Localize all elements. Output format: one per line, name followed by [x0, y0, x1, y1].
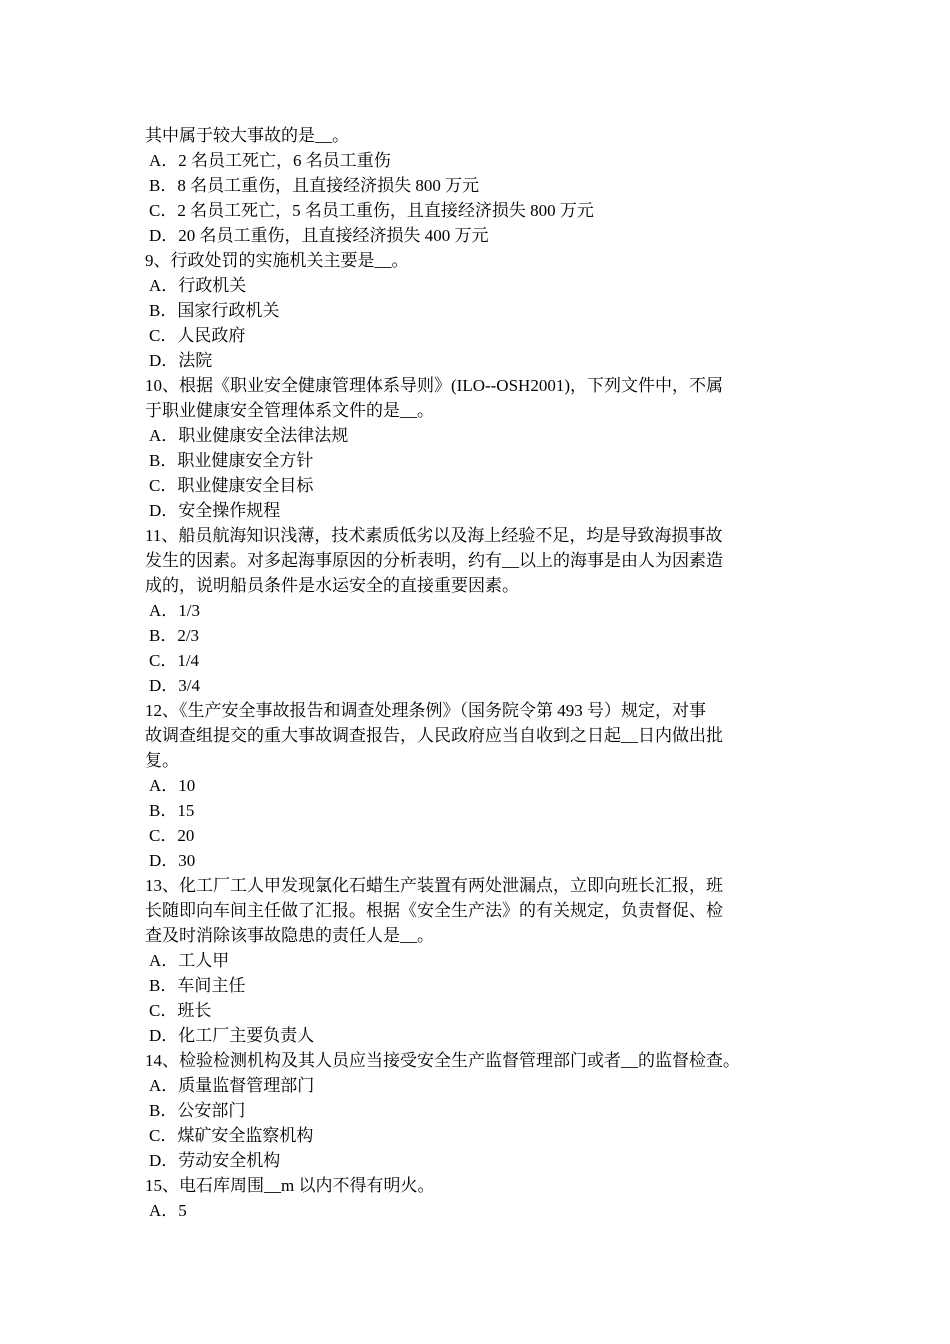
- question-text-line: 14、检验检测机构及其人员应当接受安全生产监督管理部门或者__的监督检查。: [145, 1051, 740, 1070]
- question-text-line: 故调查组提交的重大事故调查报告，人民政府应当自收到之日起__日内做出批: [145, 726, 723, 745]
- answer-option-line: C．20: [149, 826, 195, 845]
- answer-option-line: C．煤矿安全监察机构: [149, 1126, 314, 1145]
- answer-option-line: C．1/4: [149, 651, 200, 670]
- answer-option-line: B．2/3: [149, 626, 200, 645]
- answer-option-line: B．车间主任: [149, 976, 246, 995]
- question-text-line: 发生的因素。对多起海事原因的分析表明，约有__以上的海事是由人为因素造: [145, 551, 723, 570]
- answer-option-line: D．法院: [149, 351, 213, 370]
- answer-option-line: A．1/3: [149, 601, 200, 620]
- question-text-line: 13、化工厂工人甲发现氯化石蜡生产装置有两处泄漏点，立即向班长汇报，班: [145, 876, 723, 895]
- question-text-line: 其中属于较大事故的是__。: [145, 126, 349, 145]
- answer-option-line: B．国家行政机关: [149, 301, 280, 320]
- answer-option-line: C．2 名员工死亡，5 名员工重伤，且直接经济损失 800 万元: [149, 201, 594, 220]
- answer-option-line: C．人民政府: [149, 326, 246, 345]
- question-text-line: 15、电石库周围__m 以内不得有明火。: [145, 1176, 435, 1195]
- question-text-line: 10、根据《职业安全健康管理体系导则》(ILO--OSH2001)，下列文件中，不属: [145, 376, 723, 395]
- question-text-line: 9、行政处罚的实施机关主要是__。: [145, 251, 409, 270]
- answer-option-line: D．安全操作规程: [149, 501, 281, 520]
- question-text-line: 查及时消除该事故隐患的责任人是__。: [145, 926, 434, 945]
- answer-option-line: D．劳动安全机构: [149, 1151, 281, 1170]
- answer-option-line: D．20 名员工重伤，且直接经济损失 400 万元: [149, 226, 489, 245]
- answer-option-line: B．公安部门: [149, 1101, 246, 1120]
- answer-option-line: D．30: [149, 851, 196, 870]
- answer-option-line: A．职业健康安全法律法规: [149, 426, 349, 445]
- answer-option-line: A．质量监督管理部门: [149, 1076, 315, 1095]
- question-text-line: 12、《生产安全事故报告和调查处理条例》（国务院令第 493 号）规定，对事: [145, 701, 706, 720]
- answer-option-line: B．职业健康安全方针: [149, 451, 314, 470]
- answer-option-line: C．班长: [149, 1001, 212, 1020]
- question-text-line: 复。: [145, 751, 179, 770]
- answer-option-line: D．3/4: [149, 676, 200, 695]
- answer-option-line: A．10: [149, 776, 196, 795]
- answer-option-line: C．职业健康安全目标: [149, 476, 314, 495]
- question-text-line: 成的，说明船员条件是水运安全的直接重要因素。: [145, 576, 519, 595]
- question-text-line: 长随即向车间主任做了汇报。根据《安全生产法》的有关规定，负责督促、检: [145, 901, 723, 920]
- question-text-line: 于职业健康安全管理体系文件的是__。: [145, 401, 434, 420]
- answer-option-line: A．5: [149, 1201, 187, 1220]
- answer-option-line: D．化工厂主要负责人: [149, 1026, 315, 1045]
- answer-option-line: B．8 名员工重伤，且直接经济损失 800 万元: [149, 176, 480, 195]
- question-text-line: 11、船员航海知识浅薄，技术素质低劣以及海上经验不足，均是导致海损事故: [145, 526, 723, 545]
- answer-option-line: A．行政机关: [149, 276, 247, 295]
- answer-option-line: A．工人甲: [149, 951, 230, 970]
- answer-option-line: B．15: [149, 801, 195, 820]
- answer-option-line: A．2 名员工死亡，6 名员工重伤: [149, 151, 391, 170]
- document-page: [145, 123, 810, 1223]
